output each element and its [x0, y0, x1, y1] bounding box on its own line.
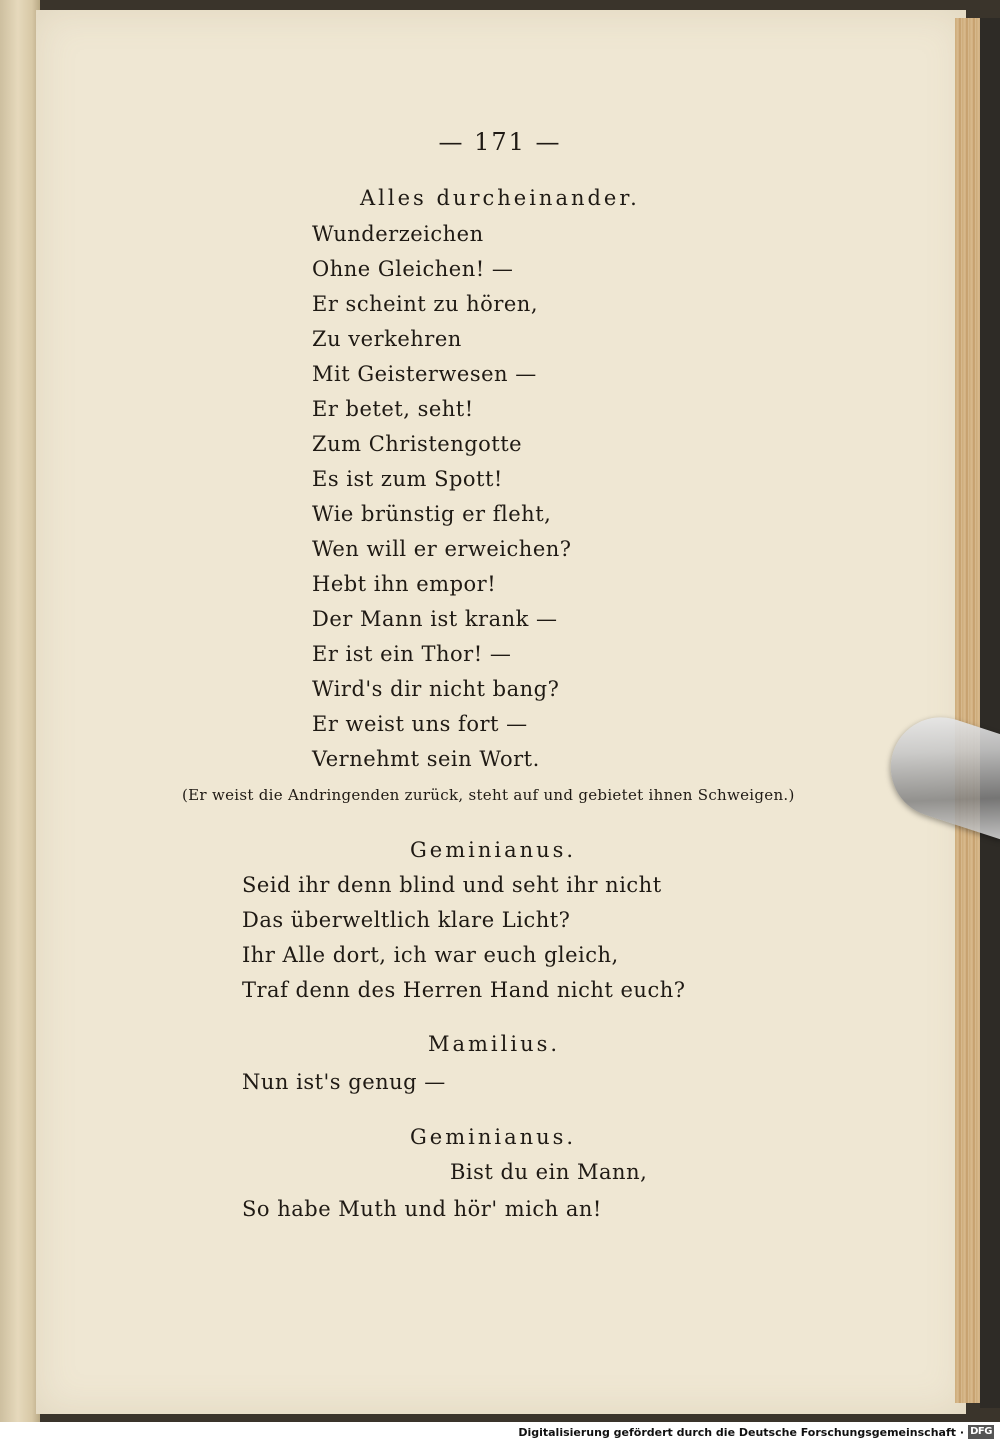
page-stack-edge	[955, 18, 981, 1403]
speaker-heading: Geminianus.	[410, 1125, 577, 1149]
verse-line: Mit Geisterwesen —	[312, 362, 537, 386]
verse-line: Wird's dir nicht bang?	[312, 677, 560, 701]
verse-line: Wie brünstig er fleht,	[312, 502, 552, 526]
funding-note: Digitalisierung gefördert durch die Deutsche Forschungsgemeinschaft ·	[518, 1426, 964, 1439]
verse-line: Vernehmt sein Wort.	[312, 747, 540, 771]
verse-line: Traf denn des Herren Hand nicht euch?	[242, 978, 686, 1002]
dfg-logo: DFG	[968, 1425, 994, 1439]
page-number: — 171 —	[438, 128, 562, 156]
verse-line: Hebt ihn empor!	[312, 572, 497, 596]
verse-line: Er betet, seht!	[312, 397, 474, 421]
verse-line: Der Mann ist krank —	[312, 607, 558, 631]
verse-line: Ihr Alle dort, ich war euch gleich,	[242, 943, 619, 967]
speaker-heading: Mamilius.	[428, 1032, 561, 1056]
verse-line: Nun ist's genug —	[242, 1070, 446, 1094]
verse-line: Er weist uns fort —	[312, 712, 528, 736]
verse-line: Bist du ein Mann,	[450, 1160, 648, 1184]
verse-line: Er scheint zu hören,	[312, 292, 538, 316]
page-left-edge	[0, 0, 40, 1430]
verse-line: Ohne Gleichen! —	[312, 257, 514, 281]
verse-line: Wunderzeichen	[312, 222, 484, 246]
verse-line: Es ist zum Spott!	[312, 467, 503, 491]
stage-direction: (Er weist die Andringenden zurück, steht auf und gebietet ihnen Schweigen.)	[182, 786, 795, 804]
verse-line: Wen will er erweichen?	[312, 537, 572, 561]
speaker-heading: Alles durcheinander.	[360, 186, 640, 210]
verse-line: So habe Muth und hör' mich an!	[242, 1197, 602, 1221]
verse-line: Zu verkehren	[312, 327, 462, 351]
speaker-heading: Geminianus.	[410, 838, 577, 862]
page-stack-shadow	[980, 18, 1000, 1408]
verse-line: Er ist ein Thor! —	[312, 642, 512, 666]
verse-line: Das überweltlich klare Licht?	[242, 908, 571, 932]
verse-line: Zum Christengotte	[312, 432, 523, 456]
verse-line: Seid ihr denn blind und seht ihr nicht	[242, 873, 662, 897]
